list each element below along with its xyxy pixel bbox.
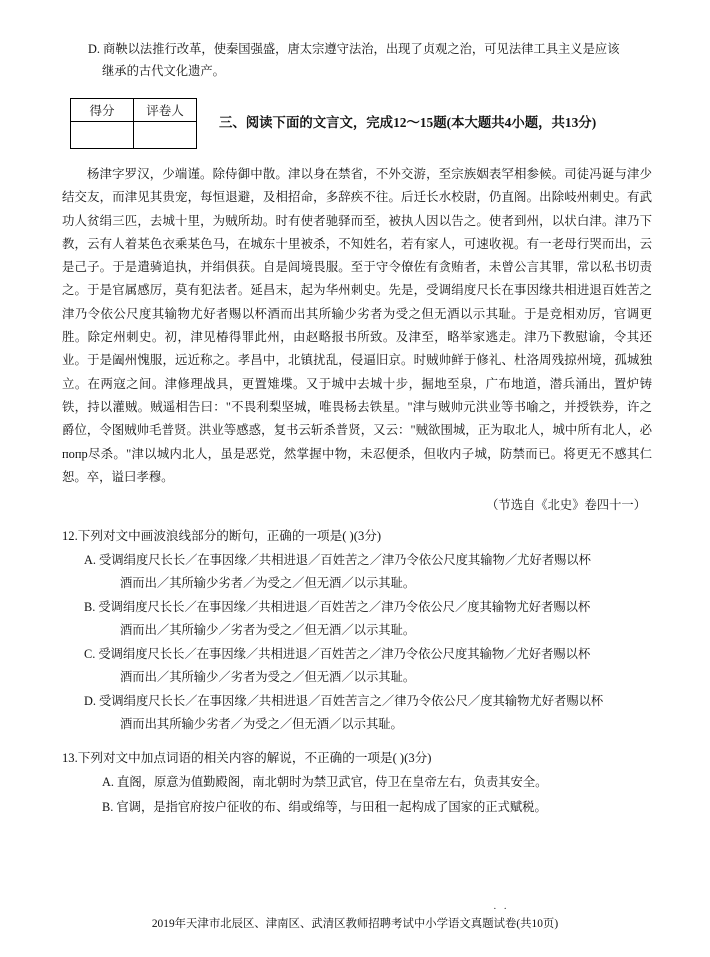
option-a-line2: 酒而出／其所输少劣者／为受之／但无酒／以示其耻。 — [120, 575, 416, 590]
section-title: 三、阅读下面的文言文，完成12～15题(本大题共4小题，共13分) — [219, 115, 597, 130]
question-12-option-c[interactable] — [62, 643, 652, 688]
score-table-header-row — [71, 99, 197, 122]
option-d-line1: 受调绢度尺长长／在事因缘／共相进退／百姓苦言之／律乃令依公尺／度其输物尤好者赐以杯 — [99, 694, 604, 709]
question-13-option-a[interactable] — [62, 771, 652, 794]
question-12-number: 12. — [62, 529, 78, 544]
carryover-option-d-line1: D. 商鞅以法推行改革，使秦国强盛，唐太宗遵守法治，出现了贞观之治，可见法律工具主义是应该 — [88, 42, 620, 56]
score-table — [70, 98, 197, 149]
option-a-line1: 受调绢度尺长长／在事因缘／共相进退／百姓苦之／津乃令依公尺度其输物／尤好者赐以杯 — [99, 553, 591, 568]
score-value-cell[interactable] — [71, 122, 134, 149]
q13-option-a-text: 直阁，原意为值勤殿阁，南北朝时为禁卫武官，侍卫在皇帝左右，负责其安全。 — [117, 775, 548, 790]
question-12 — [62, 525, 652, 735]
grader-label-cell: 评卷人 — [134, 99, 197, 122]
page-content — [62, 38, 652, 818]
page-footer: 2019年天津市北辰区、津南区、武清区教师招聘考试中小学语文真题试卷(共10页) — [151, 918, 559, 930]
question-13-stem: 下列对文中加点词语的相关内容的解说，不正确的一项是( )(3分) — [77, 751, 432, 766]
option-b-label: B. — [84, 600, 96, 615]
option-b-line2: 酒而出／其所输少／劣者为受之／但无酒／以示其耻。 — [120, 622, 416, 637]
question-12-option-a[interactable] — [62, 549, 652, 594]
carryover-option-d-line2: 继承的古代文化遗产。 — [102, 64, 225, 78]
passage-source: （节选自《北史》卷四十一） — [486, 498, 646, 513]
score-header-row — [62, 98, 652, 149]
passage-text: 杨津字罗汉，少端谨。除侍御中散。津以身在禁省，不外交游，至宗族姻表罕相参候。司徒冯诞与津少结交友，而津见其贵宠，每恒退避，及相招命，多辞疾不往。后迁长水校尉，仍直阁。出除岐州刺史。有武功人贫绢三匹，去城十里，为贼所劫。时有使者驰驿而至，被执人因以告之。使者到州，以状白津。津乃下教，云有人着某色衣乘某色马，在城东十里被杀，不知姓名，若有家人，可速收视。有一老母行哭而出，云是己子。于是遣骑追执，并绢俱获。自是闾境畏服。至于守令僚佐有贪贿者，未曾公言其罪，常以私书切责之。于是官属感厉，莫有犯法者。延昌末，起为华州刺史。先是，受调绢度尺长在事因缘共相进退百姓苦之津乃令依公尺度其输物尤好者赐以杯酒而出其所输少劣者为受之但无酒以示其耻。于是竞相劝厉，官调更胜。除定州刺史。初，津见椿得罪此州，由赵略报书所致。及津至，略举家逃走。津乃下教慰谕，令其还业。于是阖州愧服，远近称之。孝昌中，北镇扰乱，侵逼旧京。时贼帅鲜于修礼、杜洛周残掠州境，孤城独立。在两寇之间。津修理战具，更置雉堞。又于城中去城十步，掘地至泉，广布地道，潜兵涌出，置炉铸铁，持以灌贼。贼遥相告曰："不畏利梨坚城，唯畏杨去铁星。"津与贼帅元洪业等书喻之，并授铁券，许之爵位，令图贼帅毛普贤。洪业等感惑，复书云斩杀普贤，又云："贼欲围城，正为取北人，城中所有北人，必попр尽杀。"津以城内北人，虽是恶党，然掌握中物，未忍便杀，但收内子城，防禁而已。将更无不感其仁恕。卒，谥曰孝穆。 — [62, 167, 652, 484]
page-dots: · · — [493, 903, 510, 915]
question-12-option-b[interactable] — [62, 596, 652, 641]
question-12-stem: 下列对文中画波浪线部分的断句，正确的一项是( )(3分) — [77, 529, 382, 544]
option-b-line1: 受调绢度尺长长／在事因缘／共相进退／百姓苦之／津乃令依公尺／度其输物尤好者赐以杯 — [98, 600, 591, 615]
grader-value-cell[interactable] — [134, 122, 197, 149]
option-d-label: D. — [84, 694, 96, 709]
question-12-options — [62, 549, 652, 735]
score-table-blank-row — [71, 122, 197, 149]
question-12-option-d[interactable] — [62, 690, 652, 735]
option-c-label: C. — [84, 647, 96, 662]
question-13 — [62, 747, 652, 818]
question-13-option-b[interactable] — [62, 796, 652, 819]
option-c-line1: 受调绢度尺长长／在事因缘／共相进退／百姓苦之／津乃令依公尺度其输物／尤好者赐以杯 — [98, 647, 591, 662]
carryover-option-d — [62, 38, 652, 82]
option-c-line2: 酒而出／其所输少／劣者为受之／但无酒／以示其耻。 — [120, 669, 416, 684]
option-a-label: A. — [84, 553, 96, 568]
score-label-cell: 得分 — [71, 99, 134, 122]
option-d-line2: 酒而出其所输少劣者／为受之／但无酒／以示其耻。 — [120, 716, 403, 731]
question-13-options — [62, 771, 652, 818]
q13-option-b-label: B. — [102, 799, 114, 814]
q13-option-a-label: A. — [102, 775, 114, 790]
question-13-number: 13. — [62, 751, 78, 766]
q13-option-b-text: 官调，是指官府按户征收的布、绢或绵等，与田租一起构成了国家的正式赋税。 — [116, 799, 547, 814]
